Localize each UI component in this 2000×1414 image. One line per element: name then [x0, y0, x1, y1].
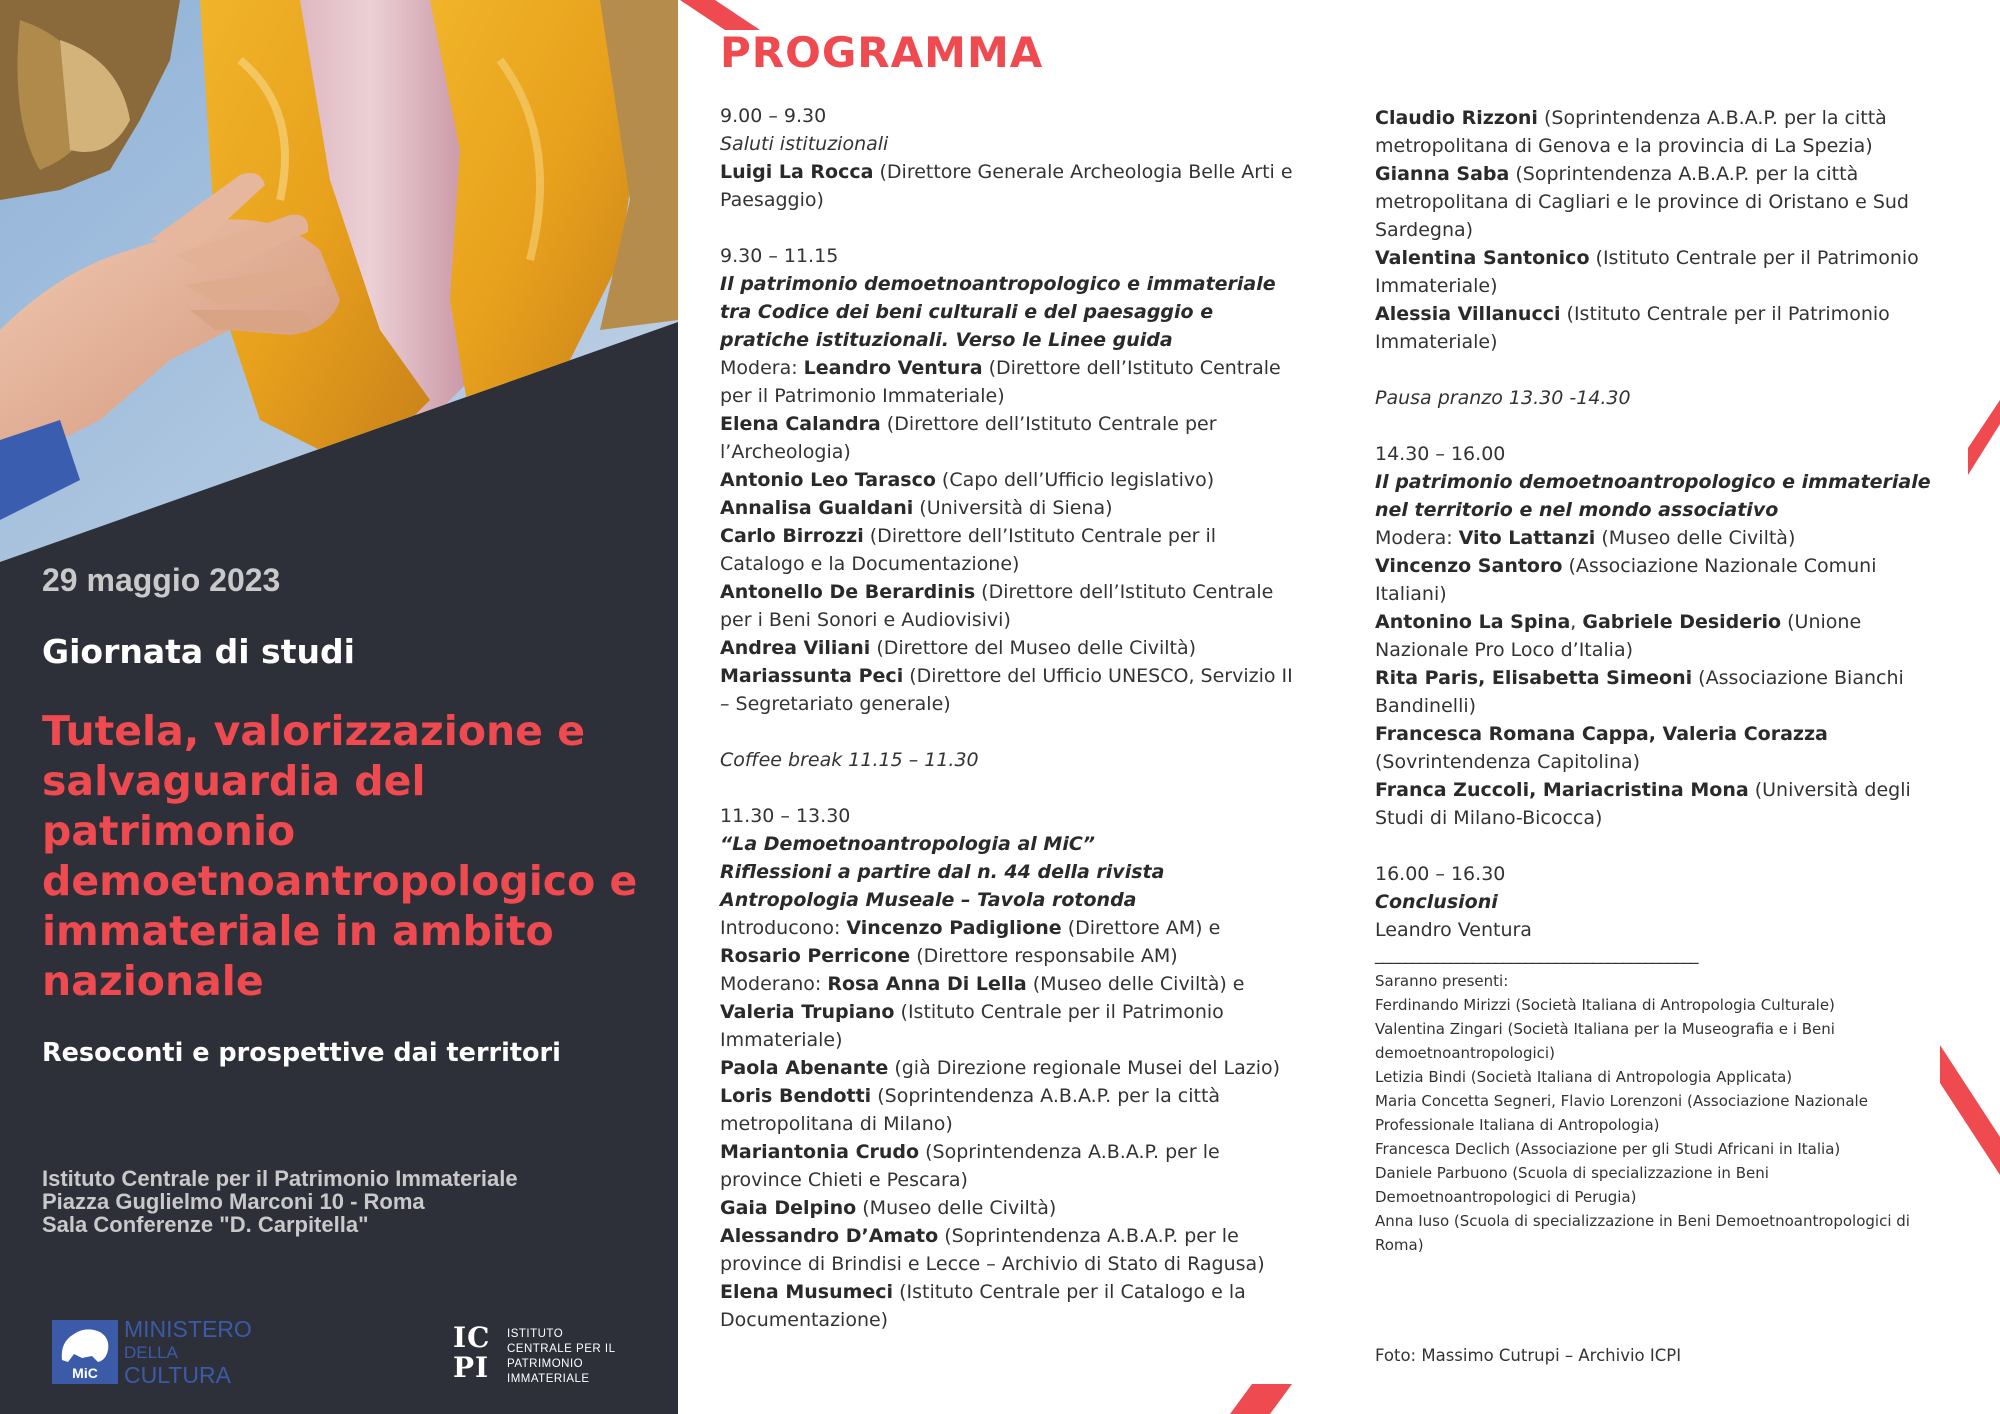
- speaker-name: Rosario Perricone: [720, 945, 911, 967]
- speaker-role: (Museo delle Civiltà): [856, 1197, 1057, 1219]
- speaker-entry: [720, 158, 1300, 214]
- mic-wordmark: [124, 1318, 252, 1387]
- moderator-name: Valeria Trupiano: [720, 1001, 895, 1023]
- speaker-entry: [1375, 608, 1945, 664]
- programme-column-2: [1375, 104, 1945, 944]
- speaker-role: (Soprintendenza A.B.A.P. per la città metropolitana di Genova e la provincia di La Spezia): [1375, 107, 1887, 157]
- moderators-entry: [720, 970, 1300, 998]
- speaker-name: Andrea Viliani: [720, 637, 871, 659]
- speaker-role: (Capo dell’Ufficio legislativo): [935, 469, 1215, 491]
- speaker-role: (Università degli Studi di Milano-Bicocca): [1375, 779, 1911, 829]
- session-title: Il patrimonio demoetnoantropologico e immateriale nel territorio e nel mondo associativo: [1375, 471, 1931, 521]
- attendee-item: Maria Concetta Segneri, Flavio Lorenzoni (Associazione Nazionale Professionale Italiana di Antropologia): [1375, 1092, 1868, 1134]
- left-panel: [0, 0, 678, 1414]
- speaker-entry: [720, 1082, 1300, 1138]
- speaker-entry: [1375, 720, 1945, 776]
- moderator-name: Rosa Anna Di Lella: [827, 973, 1027, 995]
- session-label: Saluti istituzionali: [720, 133, 889, 155]
- speaker-name: Luigi La Rocca: [720, 161, 874, 183]
- speaker-role: (Direttore del Museo delle Civiltà): [870, 637, 1197, 659]
- session-time: 9.00 – 9.30: [720, 105, 827, 127]
- moderator-name: Vito Lattanzi: [1458, 527, 1596, 549]
- decorative-stripe-right: [1968, 400, 2000, 475]
- speaker-name: Vincenzo Padiglione: [846, 917, 1062, 939]
- speaker-name: Elena Calandra: [720, 413, 881, 435]
- attendee-item: Letizia Bindi (Società Italiana di Antropologia Applicata): [1375, 1068, 1793, 1086]
- speaker-name: Mariassunta Peci: [720, 665, 904, 687]
- icpi-mark-bottom: PI: [453, 1351, 490, 1384]
- speaker-role: (Istituto Centrale per il Patrimonio Immateriale): [1375, 247, 1919, 297]
- icpi-line: CENTRALE PER IL: [507, 1343, 616, 1355]
- attendee-item: Daniele Parbuono (Scuola di specializzazione in Beni Demoetnoantropologici di Perugia): [1375, 1164, 1769, 1206]
- speaker-role: (Soprintendenza A.B.A.P. per le province Chieti e Pescara): [720, 1141, 1220, 1191]
- cover-photo: [0, 0, 678, 600]
- speaker-name: Gianna Saba: [1375, 163, 1510, 185]
- session-time: 9.30 – 11.15: [720, 245, 839, 267]
- speaker-entry: [720, 1194, 1300, 1222]
- mic-word-1: MINISTERO: [124, 1316, 252, 1342]
- moderator-label: Modera:: [720, 357, 804, 379]
- speaker-name: Loris Bendotti: [720, 1085, 872, 1107]
- icpi-text: [507, 1327, 615, 1387]
- attendees-heading: Saranno presenti:: [1375, 972, 1509, 990]
- moderator-name: Leandro Ventura: [803, 357, 983, 379]
- speaker-role: (già Direzione regionale Musei del Lazio): [888, 1057, 1281, 1079]
- introducers-entry: [720, 914, 1300, 942]
- programme-heading: PROGRAMMA: [720, 28, 1044, 77]
- speaker-name: Paola Abenante: [720, 1057, 889, 1079]
- venue-line: Istituto Centrale per il Patrimonio Immateriale: [42, 1166, 518, 1191]
- attendee-item: Ferdinando Mirizzi (Società Italiana di Antropologia Culturale): [1375, 996, 1835, 1014]
- speaker-name: Leandro Ventura: [1375, 919, 1532, 941]
- venue-block: [42, 1167, 518, 1236]
- speaker-role: (Soprintendenza A.B.A.P. per la città metropolitana di Milano): [720, 1085, 1221, 1135]
- speaker-name: Carlo Birrozzi: [720, 525, 864, 547]
- event-date: 29 maggio 2023: [42, 562, 281, 598]
- icpi-logo: [453, 1323, 673, 1393]
- speaker-name: Alessandro D’Amato: [720, 1225, 939, 1247]
- coffee-break: Coffee break 11.15 – 11.30: [720, 749, 979, 771]
- attendees-list: [1375, 969, 1935, 1257]
- moderator-role: (Direttore dell’Istituto Centrale per il Patrimonio Immateriale): [720, 357, 1281, 407]
- speaker-entry: [720, 634, 1300, 662]
- speaker-name: Elena Musumeci: [720, 1281, 894, 1303]
- mic-word-3: CULTURA: [124, 1362, 231, 1388]
- venue-line: Piazza Guglielmo Marconi 10 - Roma: [42, 1189, 425, 1214]
- speaker-name: Mariantonia Crudo: [720, 1141, 920, 1163]
- attendee-item: Francesca Declich (Associazione per gli Studi Africani in Italia): [1375, 1140, 1841, 1158]
- moderator-role: (Istituto Centrale per il Patrimonio Immateriale): [720, 1001, 1224, 1051]
- session-title: “La Demoetnoantropologia al MiC”: [720, 833, 1096, 855]
- moderator-entry: [720, 354, 1300, 410]
- speaker-role: (Direttore dell’Istituto Centrale per i Beni Sonori e Audiovisivi): [720, 581, 1274, 631]
- speaker-entry: [720, 1222, 1300, 1278]
- speaker-name: Annalisa Gualdani: [720, 497, 914, 519]
- icpi-line: ISTITUTO: [507, 1328, 564, 1340]
- session-time: 14.30 – 16.00: [1375, 443, 1506, 465]
- lunch-break: Pausa pranzo 13.30 -14.30: [1375, 387, 1631, 409]
- speaker-name: Gaia Delpino: [720, 1197, 857, 1219]
- event-subtitle: Resoconti e prospettive dai territori: [42, 1038, 561, 1068]
- speaker-role: (Direttore dell’Istituto Centrale per il Catalogo e la Documentazione): [720, 525, 1217, 575]
- icpi-line: IMMATERIALE: [507, 1373, 590, 1385]
- speaker-entry: [720, 522, 1300, 578]
- speaker-name: Gabriele Desiderio: [1582, 611, 1782, 633]
- event-type: Giornata di studi: [42, 632, 355, 671]
- speaker-name: Claudio Rizzoni: [1375, 107, 1538, 129]
- speaker-entry: [720, 662, 1300, 718]
- moderators-label: Moderano:: [720, 973, 828, 995]
- moderator-label: Modera:: [1375, 527, 1459, 549]
- speaker-role: (Istituto Centrale per il Patrimonio Immateriale): [1375, 303, 1890, 353]
- speaker-entry: [1375, 552, 1945, 608]
- icpi-mark-top: IC: [453, 1321, 491, 1354]
- mic-word-2: DELLA: [124, 1343, 178, 1362]
- separator-line: ___________________________________________: [1375, 945, 1698, 965]
- speaker-role: (Unione Nazionale Pro Loco d’Italia): [1375, 611, 1862, 661]
- speaker-role: (Direttore Generale Archeologia Belle Arti e Paesaggio): [720, 161, 1293, 211]
- speaker-separator: ,: [1570, 611, 1583, 633]
- speaker-entry: [720, 494, 1300, 522]
- speaker-entry: [720, 942, 1300, 970]
- moderator-entry: [720, 998, 1300, 1054]
- speaker-name: Valentina Santonico: [1375, 247, 1590, 269]
- mic-badge: [52, 1320, 118, 1384]
- mic-badge-text: MiC: [72, 1365, 98, 1381]
- speaker-role: (Università di Siena): [913, 497, 1113, 519]
- speaker-role: (Istituto Centrale per il Catalogo e la Documentazione): [720, 1281, 1246, 1331]
- session-time: 16.00 – 16.30: [1375, 863, 1506, 885]
- programme-column-1: [720, 102, 1300, 1334]
- speaker-entry: [1375, 104, 1945, 160]
- venue-line: Sala Conferenze "D. Carpitella": [42, 1212, 369, 1237]
- speaker-role: (Sovrintendenza Capitolina): [1375, 751, 1641, 773]
- session-time: 11.30 – 13.30: [720, 805, 851, 827]
- speaker-role: (Direttore dell’Istituto Centrale per l’Archeologia): [720, 413, 1217, 463]
- speaker-entry: [720, 466, 1300, 494]
- speaker-name: Antonio Leo Tarasco: [720, 469, 936, 491]
- speaker-name: Antonello De Berardinis: [720, 581, 976, 603]
- speaker-role: (Soprintendenza A.B.A.P. per le province di Brindisi e Lecce – Archivio di Stato di Ragusa): [720, 1225, 1265, 1275]
- speaker-name: Alessia Villanucci: [1375, 303, 1561, 325]
- session-subtitle: Riflessioni a partire dal n. 44 della rivista Antropologia Museale – Tavola rotonda: [720, 861, 1165, 911]
- icpi-line: PATRIMONIO: [507, 1358, 584, 1370]
- speaker-entry: [720, 410, 1300, 466]
- speaker-entry: [1375, 664, 1945, 720]
- speaker-entry: [720, 1138, 1300, 1194]
- speaker-name: Vincenzo Santoro: [1375, 555, 1563, 577]
- speaker-name: Rita Paris, Elisabetta Simeoni: [1375, 667, 1693, 689]
- speaker-entry: [1375, 244, 1945, 300]
- speaker-entry: [1375, 300, 1945, 356]
- icpi-mark: [453, 1323, 490, 1383]
- speaker-role: (Associazione Bianchi Bandinelli): [1375, 667, 1904, 717]
- speaker-role: (Direttore del Ufficio UNESCO, Servizio II – Segretariato generale): [720, 665, 1293, 715]
- speaker-role: (Associazione Nazionale Comuni Italiani): [1375, 555, 1877, 605]
- mic-logo: [52, 1318, 266, 1388]
- speaker-name: Franca Zuccoli, Mariacristina Mona: [1375, 779, 1749, 801]
- speaker-role: (Soprintendenza A.B.A.P. per la città metropolitana di Cagliari e le province di Oristano e Sud Sardegna): [1375, 163, 1909, 241]
- speaker-name: Francesca Romana Cappa, Valeria Corazza: [1375, 723, 1828, 745]
- speaker-entry: [720, 1278, 1300, 1334]
- event-title: Tutela, valorizzazione e salvaguardia del patrimonio demoetnoantropologico e immateriale in ambito nazionale: [42, 707, 638, 1005]
- moderator-role: (Museo delle Civiltà) e: [1026, 973, 1245, 995]
- session-title: Il patrimonio demoetnoantropologico e immateriale tra Codice dei beni culturali e del paesaggio e pratiche istituzionali. Verso le Linee guida: [720, 273, 1276, 351]
- speaker-role: (Direttore AM) e: [1061, 917, 1221, 939]
- speaker-entry: [1375, 160, 1945, 244]
- moderator-entry: [1375, 524, 1945, 552]
- moderator-role: (Museo delle Civiltà): [1595, 527, 1796, 549]
- speaker-entry: [720, 1054, 1300, 1082]
- introducers-label: Introducono:: [720, 917, 847, 939]
- decorative-stripe-right-lower: [1940, 1045, 2000, 1185]
- speaker-entry: [1375, 776, 1945, 832]
- speaker-role: (Direttore responsabile AM): [910, 945, 1178, 967]
- attendee-item: Valentina Zingari (Società Italiana per la Museografia e i Beni demoetnoantropologici): [1375, 1020, 1835, 1062]
- decorative-stripe-bottom: [1230, 1384, 1310, 1414]
- speaker-entry: [720, 578, 1300, 634]
- photo-credit: Foto: Massimo Cutrupi – Archivio ICPI: [1375, 1346, 1682, 1365]
- session-title: Conclusioni: [1375, 891, 1498, 913]
- attendee-item: Anna Iuso (Scuola di specializzazione in Beni Demoetnoantropologici di Roma): [1375, 1212, 1910, 1254]
- speaker-name: Antonino La Spina: [1375, 611, 1571, 633]
- mic-emblem-icon: [52, 1320, 118, 1368]
